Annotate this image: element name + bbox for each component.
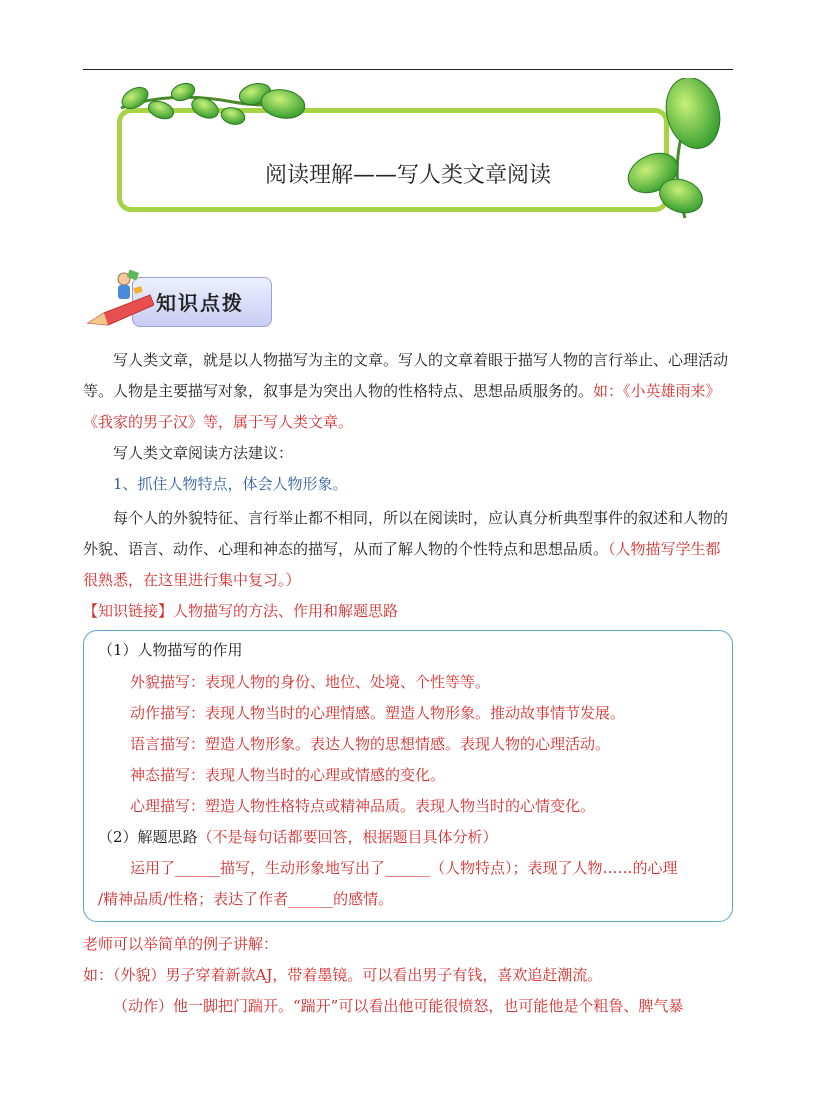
knowledge-link-tag: 【知识链接】 [83,602,174,620]
box-heading-2-note: （不是每句话都要回答，根据题目具体分析） [197,828,498,846]
title-banner [83,78,733,226]
knowledge-box [83,630,733,922]
header-rule [83,69,733,70]
method-1-heading: 1、抓住人物特点，体会人物形象。 [113,475,348,493]
intro-paragraph [83,345,734,438]
page-title: 阅读理解——写人类文章阅读 [264,163,551,188]
knowledge-link-line [83,596,734,627]
box-heading-2: （2）解题思路 [98,828,198,846]
method-1-note: （人物描写学生都很熟悉，在这里进行集中复习。） [83,540,721,589]
box-item: 语言描写：塑造人物形象。表达人物的思想情感。表现人物的心理活动。 [130,735,611,753]
box-item: 动作描写：表现人物当时的心理情感。塑造人物形象。推动故事情节发展。 [130,704,626,722]
box-item: 外貌描写：表现人物的身份、地位、处境、个性等等。 [130,673,491,691]
box-heading-2-line [98,822,718,852]
leaf-vine-decoration [83,78,733,226]
box-heading-1: （1）人物描写的作用 [98,641,243,659]
knowledge-link-title: 人物描写的方法、作用和解题思路 [173,602,399,620]
example-2: （动作）他一脚把门踹开。“踹开”可以看出他可能很愤怒，也可能他是个粗鲁、脾气暴 [113,997,684,1015]
method-1-text: 每个人的外貌特征、言行举止都不相同，所以在阅读时，应认真分析典型事件的叙述和人物的外貌、语言、动作、心理和神态的描写，从而了解人物的个性特点和思想品质。 [83,509,729,558]
method-intro: 写人类文章阅读方法建议： [113,444,294,462]
intro-example: 如：《小英雄雨来》《我家的男子汉》等，属于写人类文章。 [83,382,721,431]
section-badge-label: 知识点拨 [156,291,244,315]
teacher-note: 老师可以举简单的例子讲解： [83,935,279,953]
intro-text: 写人类文章，就是以人物描写为主的文章。写人的文章着眼于描写人物的言行举止、心理活动等。人物是主要描写对象，叙事是为突出人物的性格特点、思想品质服务的。 [83,351,729,400]
box-item: 心理描写：塑造人物性格特点或精神品质。表现人物当时的心情变化。 [130,797,596,815]
box-template-line-1: 运用了______描写，生动形象地写出了______（人物特点）；表现了人物……的心理 [130,859,678,877]
box-item: 神态描写：表现人物当时的心理或情感的变化。 [130,766,446,784]
pencil-kid-icon [84,265,154,335]
method-1-paragraph [83,503,734,596]
box-template-line-2: /精神品质/性格；表达了作者______的感情。 [98,890,394,908]
section-badge [84,265,274,335]
example-1: 如：（外貌）男子穿着新款AJ，带着墨镜。可以看出男子有钱，喜欢追赶潮流。 [83,966,603,984]
